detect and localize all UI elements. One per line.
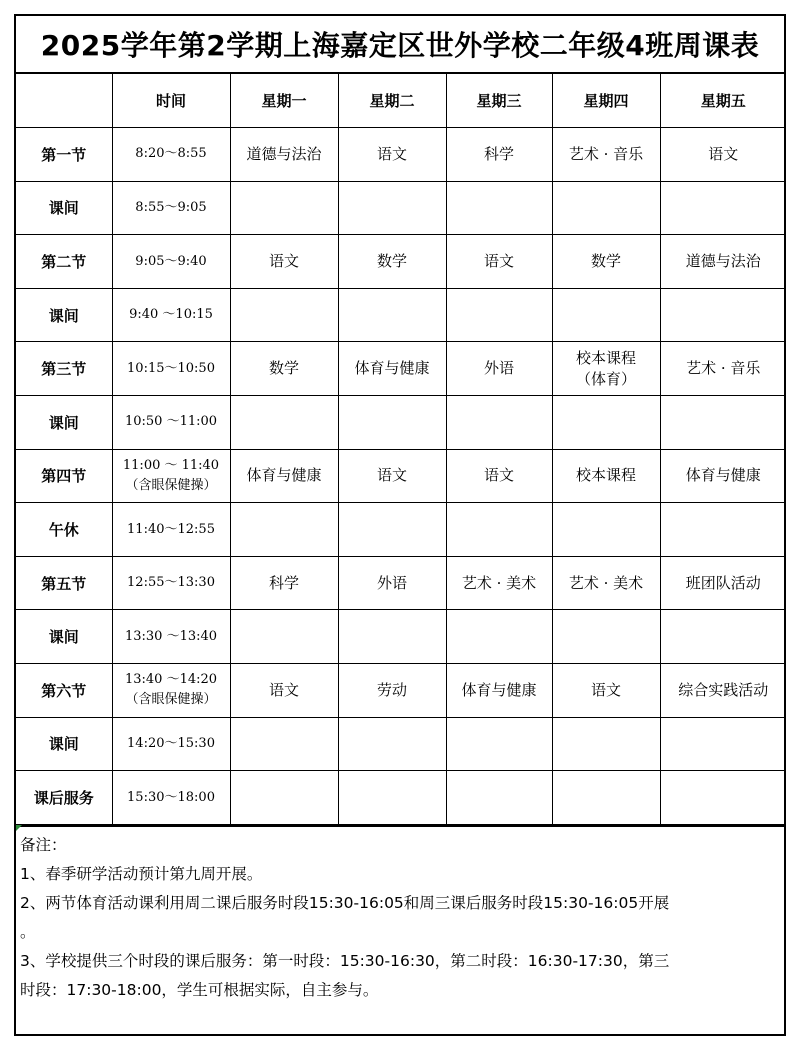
subject-cell <box>660 396 786 450</box>
subject-cell <box>552 449 660 503</box>
header-row <box>16 74 786 128</box>
subject-line: （体育） <box>575 369 636 388</box>
subject-line: 艺术 · 美术 <box>461 573 537 592</box>
subject-line: 艺术 · 美术 <box>568 573 644 592</box>
period-label: 课间 <box>16 181 112 235</box>
period-time <box>112 503 230 557</box>
subject-cell <box>660 449 786 503</box>
subject-cell <box>660 556 786 610</box>
subject-line: 外语 <box>483 359 514 378</box>
note-line: 。 <box>20 922 36 941</box>
period-label: 课间 <box>16 396 112 450</box>
subject-cell <box>338 771 446 825</box>
subject-cell <box>446 664 552 718</box>
period-time-line: （含眼保健操） <box>125 477 217 493</box>
timetable-row <box>16 342 786 396</box>
subject-line: 语文 <box>590 680 621 699</box>
subject-cell <box>446 556 552 610</box>
header-thursday: 星期四 <box>552 74 660 128</box>
timetable-row <box>16 610 786 664</box>
timetable-row <box>16 503 786 557</box>
timetable-row <box>16 771 786 825</box>
subject-line: 校本课程 <box>575 466 636 485</box>
timetable-row <box>16 235 786 289</box>
notes <box>16 825 784 1005</box>
period-label: 第二节 <box>16 235 112 289</box>
subject-line: 语文 <box>483 466 514 485</box>
subject-cell <box>552 396 660 450</box>
subject-line: 艺术 · 音乐 <box>568 144 644 163</box>
subject-cell <box>552 503 660 557</box>
subject-cell <box>446 235 552 289</box>
subject-cell <box>230 556 338 610</box>
subject-cell <box>338 342 446 396</box>
subject-cell <box>552 717 660 771</box>
period-time <box>112 717 230 771</box>
timetable-sheet <box>14 14 786 1036</box>
header-corner-cell <box>16 74 112 128</box>
subject-line: 科学 <box>483 144 514 163</box>
period-time-line: 11:00 ～ 11:40 <box>122 457 220 473</box>
timetable-row <box>16 717 786 771</box>
subject-cell <box>338 128 446 182</box>
subject-cell <box>660 503 786 557</box>
subject-cell <box>446 610 552 664</box>
subject-line: 体育与健康 <box>354 359 430 378</box>
subject-line: 体育与健康 <box>685 466 761 485</box>
subject-cell <box>338 396 446 450</box>
period-time-line: 8:55～9:05 <box>135 199 207 215</box>
timetable-body <box>16 74 786 824</box>
period-time <box>112 664 230 718</box>
period-time-line: 14:20～15:30 <box>127 735 215 751</box>
subject-line: 语文 <box>268 252 299 271</box>
subject-cell <box>660 181 786 235</box>
period-time-line: 9:05～9:40 <box>135 253 207 269</box>
subject-cell <box>552 610 660 664</box>
timetable <box>16 74 786 825</box>
subject-cell <box>446 717 552 771</box>
period-time <box>112 288 230 342</box>
subject-cell <box>552 771 660 825</box>
period-time-line: 10:15～10:50 <box>127 360 215 376</box>
subject-cell <box>338 503 446 557</box>
subject-cell <box>446 771 552 825</box>
header-wednesday: 星期三 <box>446 74 552 128</box>
notes-heading: 备注： <box>20 835 67 854</box>
period-time-line: 12:55～13:30 <box>127 575 215 591</box>
period-time <box>112 342 230 396</box>
subject-cell <box>230 717 338 771</box>
subject-cell <box>446 449 552 503</box>
subject-cell <box>446 396 552 450</box>
period-time-line: 9:40 ～10:15 <box>129 307 213 323</box>
subject-cell <box>338 610 446 664</box>
period-label: 课间 <box>16 288 112 342</box>
subject-cell <box>230 235 338 289</box>
period-time <box>112 235 230 289</box>
subject-cell <box>230 342 338 396</box>
period-label: 第一节 <box>16 128 112 182</box>
period-label: 课间 <box>16 717 112 771</box>
subject-line: 综合实践活动 <box>678 680 769 699</box>
subject-line: 体育与健康 <box>246 466 322 485</box>
timetable-row <box>16 128 786 182</box>
note-line: 1、春季研学活动预计第九周开展。 <box>20 864 263 883</box>
subject-cell <box>660 342 786 396</box>
period-time <box>112 181 230 235</box>
header-tuesday: 星期二 <box>338 74 446 128</box>
period-time-line: 13:40 ～14:20 <box>124 672 218 688</box>
timetable-row <box>16 449 786 503</box>
subject-cell <box>446 128 552 182</box>
subject-line: 道德与法治 <box>246 144 322 163</box>
subject-cell <box>338 449 446 503</box>
subject-line: 劳动 <box>376 680 407 699</box>
subject-line: 数学 <box>268 359 299 378</box>
header-time: 时间 <box>112 74 230 128</box>
subject-cell <box>338 664 446 718</box>
period-time-line: 8:20～8:55 <box>135 146 207 162</box>
subject-cell <box>552 342 660 396</box>
timetable-row <box>16 664 786 718</box>
subject-cell <box>660 235 786 289</box>
subject-line: 语文 <box>376 144 407 163</box>
period-time-line: 11:40～12:55 <box>127 521 215 537</box>
period-label: 课后服务 <box>16 771 112 825</box>
subject-line: 体育与健康 <box>461 680 537 699</box>
period-time <box>112 128 230 182</box>
subject-cell <box>338 717 446 771</box>
period-label: 第四节 <box>16 449 112 503</box>
period-time-line: 13:30 ～13:40 <box>124 628 218 644</box>
subject-cell <box>552 556 660 610</box>
subject-line: 语文 <box>376 466 407 485</box>
timetable-row <box>16 556 786 610</box>
subject-cell <box>552 288 660 342</box>
note-line: 2、两节体育活动课利用周二课后服务时段15:30-16:05和周三课后服务时段15:30-16:05开展 <box>20 893 670 912</box>
period-time-line: （含眼保健操） <box>125 692 217 708</box>
period-time <box>112 556 230 610</box>
subject-cell <box>230 181 338 235</box>
period-label: 午休 <box>16 503 112 557</box>
subject-cell <box>660 610 786 664</box>
subject-cell <box>446 342 552 396</box>
note-line: 3、学校提供三个时段的课后服务：第一时段：15:30-16:30，第二时段：16:30-17:30，第三 <box>20 951 670 970</box>
subject-cell <box>230 288 338 342</box>
period-label: 第六节 <box>16 664 112 718</box>
subject-cell <box>660 664 786 718</box>
period-label: 第三节 <box>16 342 112 396</box>
subject-cell <box>552 128 660 182</box>
subject-line: 班团队活动 <box>685 573 761 592</box>
subject-cell <box>230 503 338 557</box>
subject-cell <box>660 128 786 182</box>
header-monday: 星期一 <box>230 74 338 128</box>
period-label: 第五节 <box>16 556 112 610</box>
period-time <box>112 396 230 450</box>
subject-line: 语文 <box>708 144 739 163</box>
period-time <box>112 449 230 503</box>
period-time-line: 15:30～18:00 <box>127 789 215 805</box>
subject-cell <box>552 235 660 289</box>
page-title: 2025学年第2学期上海嘉定区世外学校二年级4班周课表 <box>16 16 784 74</box>
subject-cell <box>230 396 338 450</box>
header-friday: 星期五 <box>660 74 786 128</box>
subject-cell <box>230 610 338 664</box>
subject-line: 语文 <box>268 680 299 699</box>
subject-cell <box>338 556 446 610</box>
period-time <box>112 771 230 825</box>
subject-cell <box>230 128 338 182</box>
subject-line: 道德与法治 <box>685 252 761 271</box>
green-corner-marker-icon <box>16 825 22 831</box>
period-time-line: 10:50 ～11:00 <box>124 414 218 430</box>
subject-cell <box>230 771 338 825</box>
subject-line: 语文 <box>483 252 514 271</box>
subject-cell <box>660 288 786 342</box>
subject-line: 数学 <box>376 252 407 271</box>
subject-cell <box>338 235 446 289</box>
subject-cell <box>660 717 786 771</box>
timetable-row <box>16 288 786 342</box>
notes-section <box>16 825 784 1005</box>
subject-cell <box>552 664 660 718</box>
subject-line: 外语 <box>376 573 407 592</box>
note-line: 时段：17:30-18:00，学生可根据实际，自主参与。 <box>20 980 379 999</box>
subject-cell <box>338 181 446 235</box>
subject-cell <box>230 664 338 718</box>
subject-line: 数学 <box>590 252 621 271</box>
period-time <box>112 610 230 664</box>
subject-cell <box>230 449 338 503</box>
subject-cell <box>338 288 446 342</box>
subject-line: 校本课程 <box>575 348 636 367</box>
subject-cell <box>660 771 786 825</box>
subject-line: 科学 <box>268 573 299 592</box>
timetable-row <box>16 396 786 450</box>
subject-cell <box>446 288 552 342</box>
subject-cell <box>446 181 552 235</box>
subject-cell <box>446 503 552 557</box>
subject-cell <box>552 181 660 235</box>
timetable-row <box>16 181 786 235</box>
period-label: 课间 <box>16 610 112 664</box>
subject-line: 艺术 · 音乐 <box>686 359 761 378</box>
